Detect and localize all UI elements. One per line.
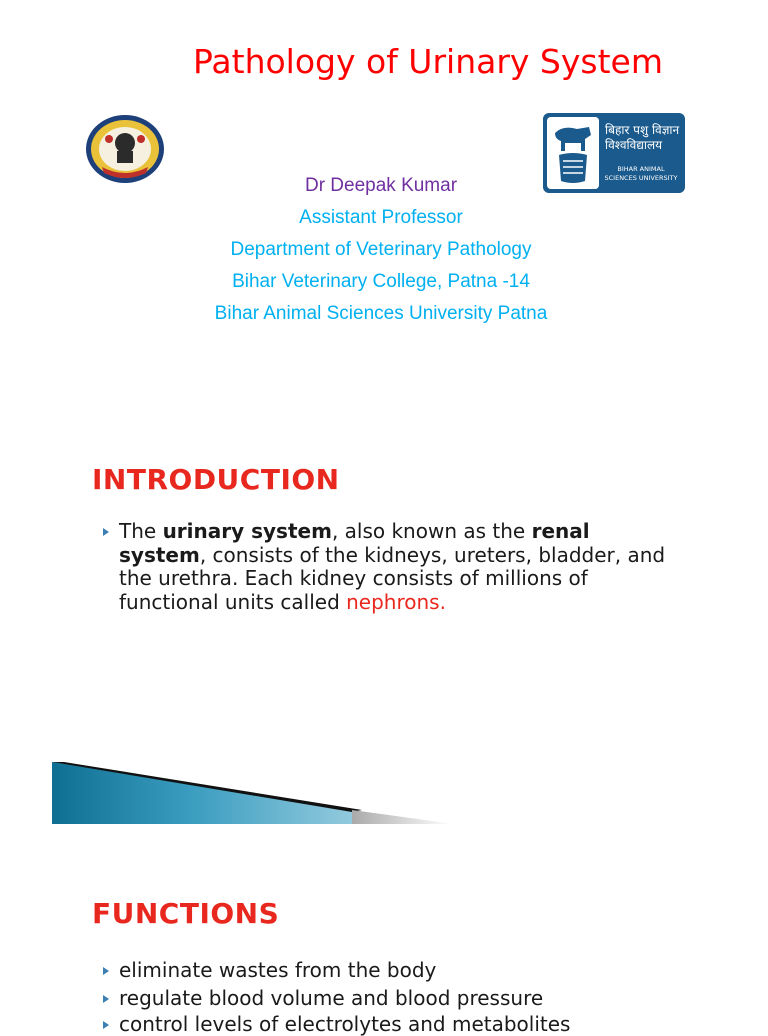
intro-text-2: , also known as the [331,519,532,543]
functions-heading: FUNCTIONS [92,897,280,930]
bullet-arrow-icon [103,528,109,536]
intro-bold-renal-system: renal system [119,519,590,567]
introduction-paragraph [119,520,679,614]
author-name: Dr Deepak Kumar [304,175,458,196]
bullet-arrow-icon [103,967,109,975]
author-position: Assistant Professor [299,207,463,228]
function-item: eliminate wastes from the body [119,958,437,982]
bullet-arrow-icon [103,1021,109,1029]
author-college: Bihar Veterinary College, Patna -14 [232,271,530,292]
author-department: Department of Veterinary Pathology [230,239,532,260]
function-item: regulate blood volume and blood pressure [119,986,544,1010]
intro-text-3: , consists of the kidneys, ureters, bladder, and the urethra. Each kidney consists of millions of functional units called [119,542,666,614]
bullet-arrow-icon [103,995,109,1003]
intro-nephrons-highlight: nephrons. [346,589,446,614]
slide-divider-graphic [52,762,452,826]
logo-hindi-line-1: बिहार पशु विज्ञान [605,123,680,137]
function-item: control levels of electrolytes and metabolites [119,1012,571,1036]
logo-hindi-line-2: विश्वविद्यालय [605,138,663,152]
introduction-heading: INTRODUCTION [92,463,340,496]
author-university: Bihar Animal Sciences University Patna [214,303,548,324]
intro-bold-urinary-system: urinary system [162,519,332,543]
intro-text-1: The [119,519,163,543]
logo-hindi-text [605,123,679,153]
logo-english-text: BIHAR ANIMAL SCIENCES UNIVERSITY [604,165,678,182]
page-title: Pathology of Urinary System [193,42,663,81]
